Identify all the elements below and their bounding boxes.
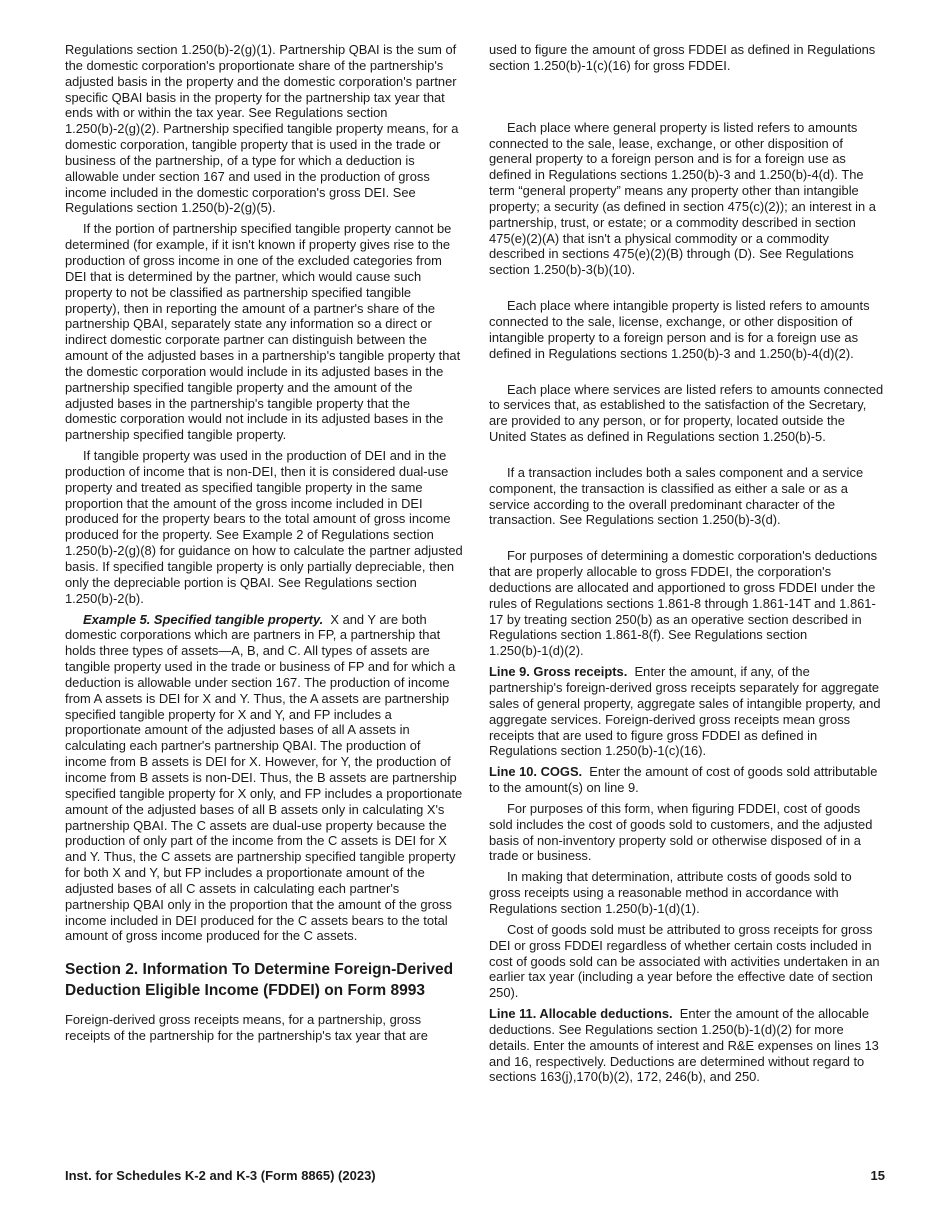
line-10-paragraph xyxy=(489,764,885,796)
paragraph: If tangible property was used in the production of DEI and in the production of income that is non-DEI, then it is considered dual-use property and treated as specified tangible property in the same proportion that the amount of the gross income included in DEI produced for the property bears to the total amount of gross income produced for the property. See Example 2 of Regulations section 1.250(b)-2(g)(8) for guidance on how to calculate the partner adjusted basis. If specified tangible property is only partially depreciable, then only the depreciable portion is QBAI. See Regulations section 1.250(b)-2(b). xyxy=(65,448,463,606)
paragraph: Each place where services are listed refers to amounts connected to services that, as established to the satisfaction of the Secretary, are provided to any person, or for property, located outside the United States as defined in Regulations section 1.250(b)-5. xyxy=(489,381,884,445)
line-9-title: Line 9. Gross receipts. xyxy=(489,664,628,680)
paragraph: Cost of goods sold must be attributed to gross receipts for gross DEI or gross FDDEI regardless of whether certain costs included in cost of goods sold can be associated with activities undertaken in an earlier tax year (including a year before the effective date of section 250). xyxy=(489,921,880,1001)
line-11-paragraph xyxy=(489,1006,885,1085)
line-9-paragraph xyxy=(489,664,885,759)
paragraph: Foreign-derived gross receipts means, for a partnership, gross receipts of the partnership for the partnership's tax year that are xyxy=(65,1012,428,1044)
line-11-title: Line 11. Allocable deductions. xyxy=(489,1006,673,1022)
example-5-paragraph xyxy=(65,612,463,945)
example-text: X and Y are both domestic corporations which are partners in FP, a partnership that holds three types of assets—A, B, and C. All types of assets are tangible property used in the trade or business of FP and for which a deduction is allowable under section 167. The production of income from A assets is DEI for X and Y. Thus, the A assets are partnership specified tangible property for X and Y, and FP includes a proportionate amount of the adjusted bases of all A assets in calculating each partner's partnership QBAI. The production of income from B assets is DEI for X. However, for Y, the production of income from B assets is non-DEI. Thus, the B assets are partnership specified tangible property for X only, and FP includes a proportionate amount of the adjusted bases of all B assets only in calculating X's partnership QBAI. The C assets are dual-use property because the production of only part of the income from the C assets is DEI for X and Y. Thus, the C assets are partnership specified tangible property for both X and Y, but FP includes a proportionate amount of the adjusted bases of all C assets in calculating each partner's partnership QBAI only in the proportion that the amount of the gross income included in DEI produced for the C assets bears to the total amount of gross income produced for the C assets. xyxy=(65,611,463,944)
line-10-title: Line 10. COGS. xyxy=(489,764,583,780)
page-number: 15 xyxy=(870,1168,885,1183)
left-column xyxy=(65,42,463,1044)
right-column xyxy=(489,42,885,1085)
paragraph: For purposes of this form, when figuring FDDEI, cost of goods sold includes the cost of goods sold to customers, and the adjusted basis of non-inventory property sold or otherwise disposed of in a trade or business. xyxy=(489,800,873,864)
paragraph: Each place where intangible property is listed refers to amounts connected to the sale, license, exchange, or other disposition of intangible property to a foreign person and is for a foreign use as defined in Regulations sections 1.250(b)-3 and 1.250(b)-4(d)(2). xyxy=(489,298,870,361)
paragraph: Regulations section 1.250(b)-2(g)(1). Partnership QBAI is the sum of the domestic corporation's proportionate share of the partnership's adjusted basis in the property and the domestic corporation's partner specific QBAI basis in the property for the partnership tax year that ends with or within the tax year. See Regulations section 1.250(b)-2(g)(2). Partnership specified tangible property means, for a domestic corporation, tangible property that is used in the trade or business of the partnership, of a type for which a deduction is allowable under section 167 and used in the production of gross income included in the domestic corporation's gross DEI. See Regulations section 1.250(b)-2(g)(5). xyxy=(65,42,459,216)
line-11-text: Enter the amount of the allocable deductions. See Regulations section 1.250(b)-1(d)(2) for more details. Enter the amounts of interest and R&E expenses on lines 13 and 16, respectively. Deductions are determined without regard to sections 163(j),170(b)(2), 172, 246(b), and 250. xyxy=(489,1006,879,1085)
example-title: Example 5. Specified tangible property. xyxy=(83,611,324,627)
paragraph: If the portion of partnership specified tangible property cannot be determined (for example, if it isn't known if property gives rise to the production of gross income in one of the excluded categories from DEI that is determined by the partner, which would cause such property to not be classified as partnership specified tangible property), then in reporting the amount of a partner's share of the partnership QBAI, separately state any information so a direct or indirect domestic corporate partner can distinguish between the amount of the adjusted bases in a partnership's tangible property that the domestic corporation would include in its adjusted bases in the partnership specified tangible property and the amount of the adjusted bases in the partnership's tangible property that the domestic corporation would not include in its adjusted bases in the partnership specified tangible property. xyxy=(65,221,461,443)
paragraph: For purposes of determining a domestic corporation's deductions that are properly allocable to gross FDDEI, the corporation's deductions are allocated and apportioned to gross FDDEI under the rules of Regulations sections 1.861-8 through 1.861-14T and 1.861-17 by treating section 250(b) as an operative section described in Regulations section 1.861-8(f). See Regulations section 1.250(b)-1(d)(2). xyxy=(489,548,878,659)
paragraph: Each place where general property is listed refers to amounts connected to the sale, lease, exchange, or other disposition of general property to a foreign person and is for a foreign use as defined in Regulations sections 1.250(b)-3 and 1.250(b)-4(d). The term “general property” means any property other than intangible property; a security (as defined in section 475(c)(2)); an interest in a partnership, trust, or estate; or a commodity described in section 475(e)(2)(A) that isn't a physical commodity or a commodity described in sections 475(e)(2)(B) through (D). See Regulations section 1.250(b)-3(b)(10). xyxy=(489,119,876,278)
section-2-heading: Section 2. Information To Determine Foreign-Derived Deduction Eligible Income (FDDEI) on Form 8993 xyxy=(65,961,454,999)
line-9-text: Enter the amount, if any, of the partnership's foreign-derived gross receipts separately for aggregate sales of general property, aggregate sales of intangible property, and aggregate services. Foreign-derived gross receipts mean gross receipts that are used to figure gross FDDEI as defined in Regulations section 1.250(b)-1(c)(16). xyxy=(489,664,881,759)
line-10-text: Enter the amount of cost of goods sold attributable to the amount(s) on line 9. xyxy=(489,764,878,796)
paragraph: In making that determination, attribute costs of goods sold to gross receipts using a reasonable method in accordance with Regulations section 1.250(b)-1(d)(1). xyxy=(489,869,852,916)
paragraph: used to figure the amount of gross FDDEI as defined in Regulations section 1.250(b)-1(c)(16) for gross FDDEI. xyxy=(489,42,876,73)
footer-doc-title: Inst. for Schedules K-2 and K-3 (Form 8865) (2023) xyxy=(65,1168,376,1183)
paragraph: If a transaction includes both a sales component and a service component, the transaction is classified as either a sale or as a service according to the overall predominant character of the transaction. See Regulations section 1.250(b)-3(d). xyxy=(489,464,864,528)
